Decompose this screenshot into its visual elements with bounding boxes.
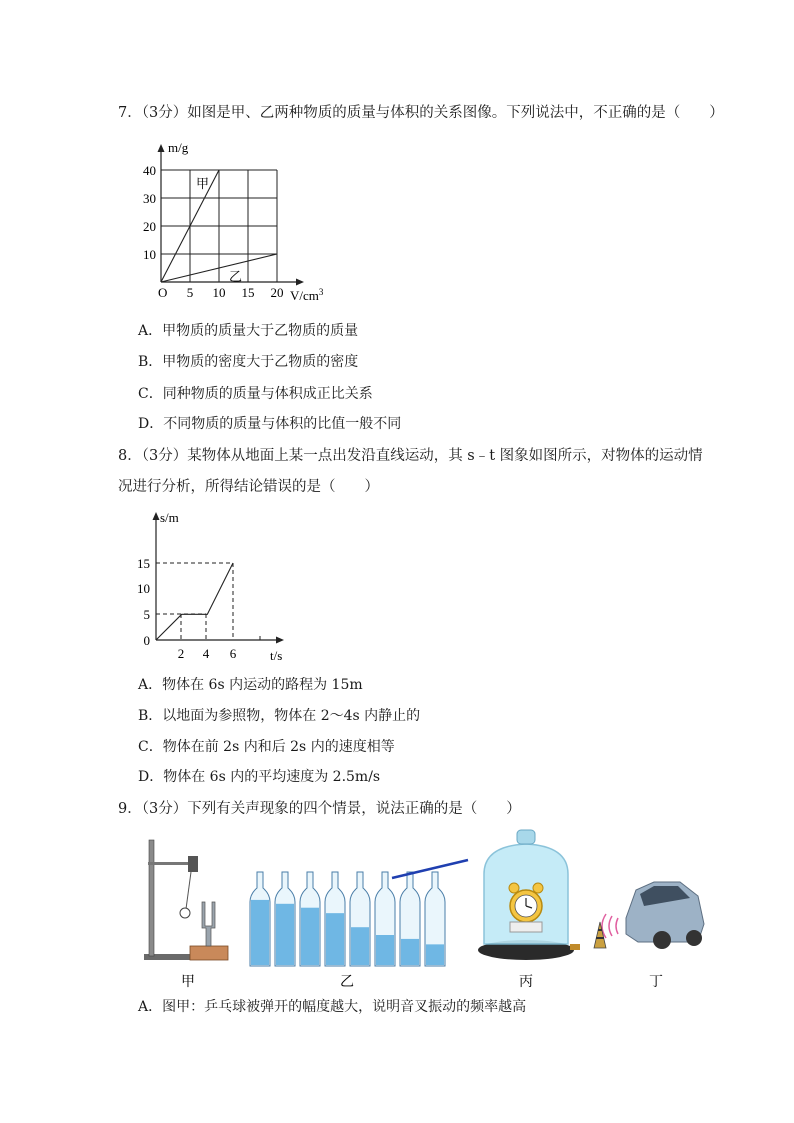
series-label-jia: 甲	[196, 176, 210, 191]
y-tick-label: 10	[143, 247, 156, 262]
option-a[interactable]: A．图甲：乒乓球被弹开的幅度越大，说明音叉振动的频率越高	[138, 999, 527, 1015]
option-c[interactable]: C．同种物质的质量与体积成正比关系	[138, 386, 373, 402]
clock-bell	[509, 883, 519, 893]
x-axis-arrow	[296, 279, 304, 286]
tuning-fork	[202, 902, 215, 946]
q7-stem: 7．（3分）如图是甲、乙两种物质的质量与体积的关系图像。下列说法中，不正确的是（ ）	[118, 105, 724, 121]
option-a[interactable]: A．物体在 6s 内运动的路程为 15m	[138, 677, 363, 693]
x-tick-label: 15	[241, 285, 255, 300]
clock-bell	[533, 883, 543, 893]
sound-wave	[616, 918, 618, 934]
x-axis-label: t/s	[270, 648, 283, 663]
tuning-fork-scene	[144, 840, 228, 960]
mass-volume-graph	[130, 136, 340, 306]
q8-stem-line2: 况进行分析，所得结论错误的是（ ）	[118, 479, 379, 495]
y-tick-label: 15	[137, 556, 150, 571]
tapping-stick	[392, 860, 468, 878]
car-scene	[594, 882, 704, 949]
bottle-water	[376, 935, 394, 965]
bottle-water	[276, 904, 294, 965]
bottle-water	[301, 908, 319, 965]
sound-scenes-figure	[138, 826, 708, 996]
y-tick-label: 10	[137, 581, 150, 596]
y-tick-label: 5	[143, 607, 150, 622]
sound-wave	[609, 916, 612, 936]
s-t-graph	[137, 508, 300, 663]
grid	[161, 170, 277, 282]
x-tick-label: 6	[229, 646, 237, 661]
bottle-water	[401, 939, 419, 965]
y-axis-arrow	[153, 512, 160, 520]
clamp	[188, 856, 198, 872]
resonance-box	[190, 946, 228, 960]
x-axis-label: $V/cm^3$	[290, 287, 324, 303]
bottle-water	[426, 944, 444, 965]
option-a[interactable]: A．甲物质的质量大于乙物质的质量	[138, 323, 359, 339]
jar-knob	[517, 830, 535, 844]
y-tick-label: 40	[143, 163, 156, 178]
q9-stem: 9．（3分）下列有关声现象的四个情景，说法正确的是（ ）	[118, 801, 521, 817]
pingpong-ball	[180, 908, 190, 918]
bottle-water	[326, 913, 344, 965]
scene-label-jia: 甲	[181, 975, 195, 990]
option-b[interactable]: B．甲物质的密度大于乙物质的密度	[138, 354, 359, 370]
x-axis-arrow	[276, 637, 284, 644]
stand-pole	[149, 840, 154, 956]
option-b[interactable]: B．以地面为参照物，物体在 2～4s 内静止的	[138, 708, 421, 724]
car-wheel	[653, 931, 671, 949]
series-label-yi: 乙	[229, 269, 243, 284]
bell-jar-scene	[478, 830, 580, 960]
y-tick-label: 30	[143, 191, 156, 206]
stand-arm	[148, 862, 194, 865]
scene-label-ding: 丁	[649, 975, 663, 990]
option-d[interactable]: D．不同物质的质量与体积的比值一般不同	[138, 416, 402, 432]
string	[186, 872, 191, 909]
clock-stand	[510, 922, 542, 932]
q8-stem-line1: 8．（3分）某物体从地面上某一点出发沿直线运动，其 s﹣t 图象如图所示，对物体的运动情	[118, 448, 703, 464]
water-bottles-scene	[250, 872, 445, 966]
y-axis-label: s/m	[160, 510, 179, 525]
origin-label: 0	[143, 633, 150, 648]
x-tick-label: 20	[270, 285, 284, 300]
y-axis-label: m/g	[168, 140, 189, 155]
scene-label-yi: 乙	[340, 975, 354, 990]
y-tick-label: 20	[143, 219, 156, 234]
bottle-water	[351, 927, 369, 965]
y-axis-arrow	[158, 144, 165, 152]
option-c[interactable]: C．物体在前 2s 内和后 2s 内的速度相等	[138, 739, 395, 755]
option-d[interactable]: D．物体在 6s 内的平均速度为 2.5m/s	[138, 769, 381, 785]
car-wheel	[686, 930, 702, 946]
air-valve	[570, 944, 580, 950]
x-tick-label: 2	[177, 646, 185, 661]
bottle-water	[251, 900, 269, 965]
x-tick-label: 10	[212, 285, 226, 300]
origin-label: O	[158, 285, 168, 300]
x-tick-label: 5	[186, 285, 194, 300]
motion-line	[156, 563, 233, 640]
x-tick-label: 4	[202, 646, 210, 661]
scene-label-bing: 丙	[519, 975, 533, 990]
